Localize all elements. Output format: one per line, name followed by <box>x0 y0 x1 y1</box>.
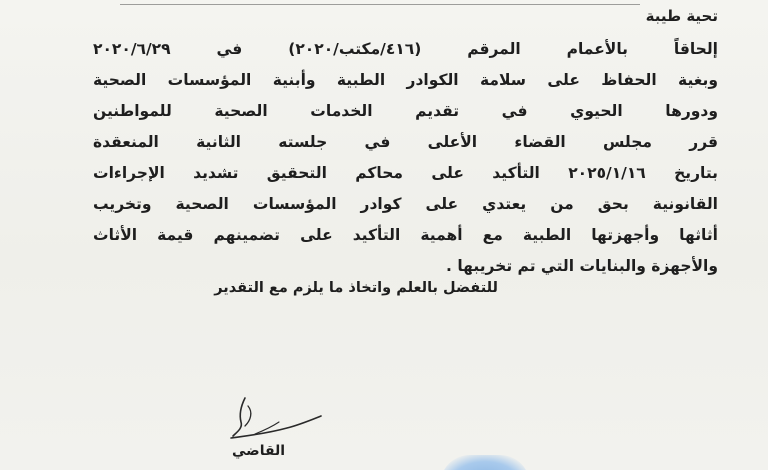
signatory-title: القاضي <box>232 443 286 459</box>
handwritten-signature <box>215 392 325 450</box>
letter-line: والأجهزة والبنايات التي تم تخريبها . <box>446 257 718 275</box>
letter-line: بتاريخ ٢٠٢٥/١/١٦ التأكيد على محاكم التحقيق تشديد الإجراءات <box>93 164 718 182</box>
letter-line: إلحاقاً بالأعمام المرقم (٤١٦/مكتب/٢٠٢٠) في ٢٠٢٠/٦/٢٩ <box>93 40 718 58</box>
letter-line: ودورها الحيوي في تقديم الخدمات الصحية للمواطنين <box>93 102 718 120</box>
greeting-text: تحية طيبة <box>645 7 718 25</box>
letter-line: أثاثها وأجهزتها الطبية مع أهمية التأكيد على تضمينهم قيمة الأثاث <box>93 226 718 244</box>
letter-body <box>38 4 718 282</box>
closing-text: للتفضل بالعلم واتخاذ ما يلزم مع التقدير <box>214 280 498 296</box>
letter-paragraph <box>93 34 718 282</box>
letter-line: وبغية الحفاظ على سلامة الكوادر الطبية وأبنية المؤسسات الصحية <box>93 71 718 89</box>
letter-line: القانونية بحق من يعتدي على كوادر المؤسسات الصحية وتخريب <box>93 195 718 213</box>
letter-line: قرر مجلس القضاء الأعلى في جلسته الثانية المنعقدة <box>93 133 718 151</box>
official-stamp <box>440 455 530 470</box>
